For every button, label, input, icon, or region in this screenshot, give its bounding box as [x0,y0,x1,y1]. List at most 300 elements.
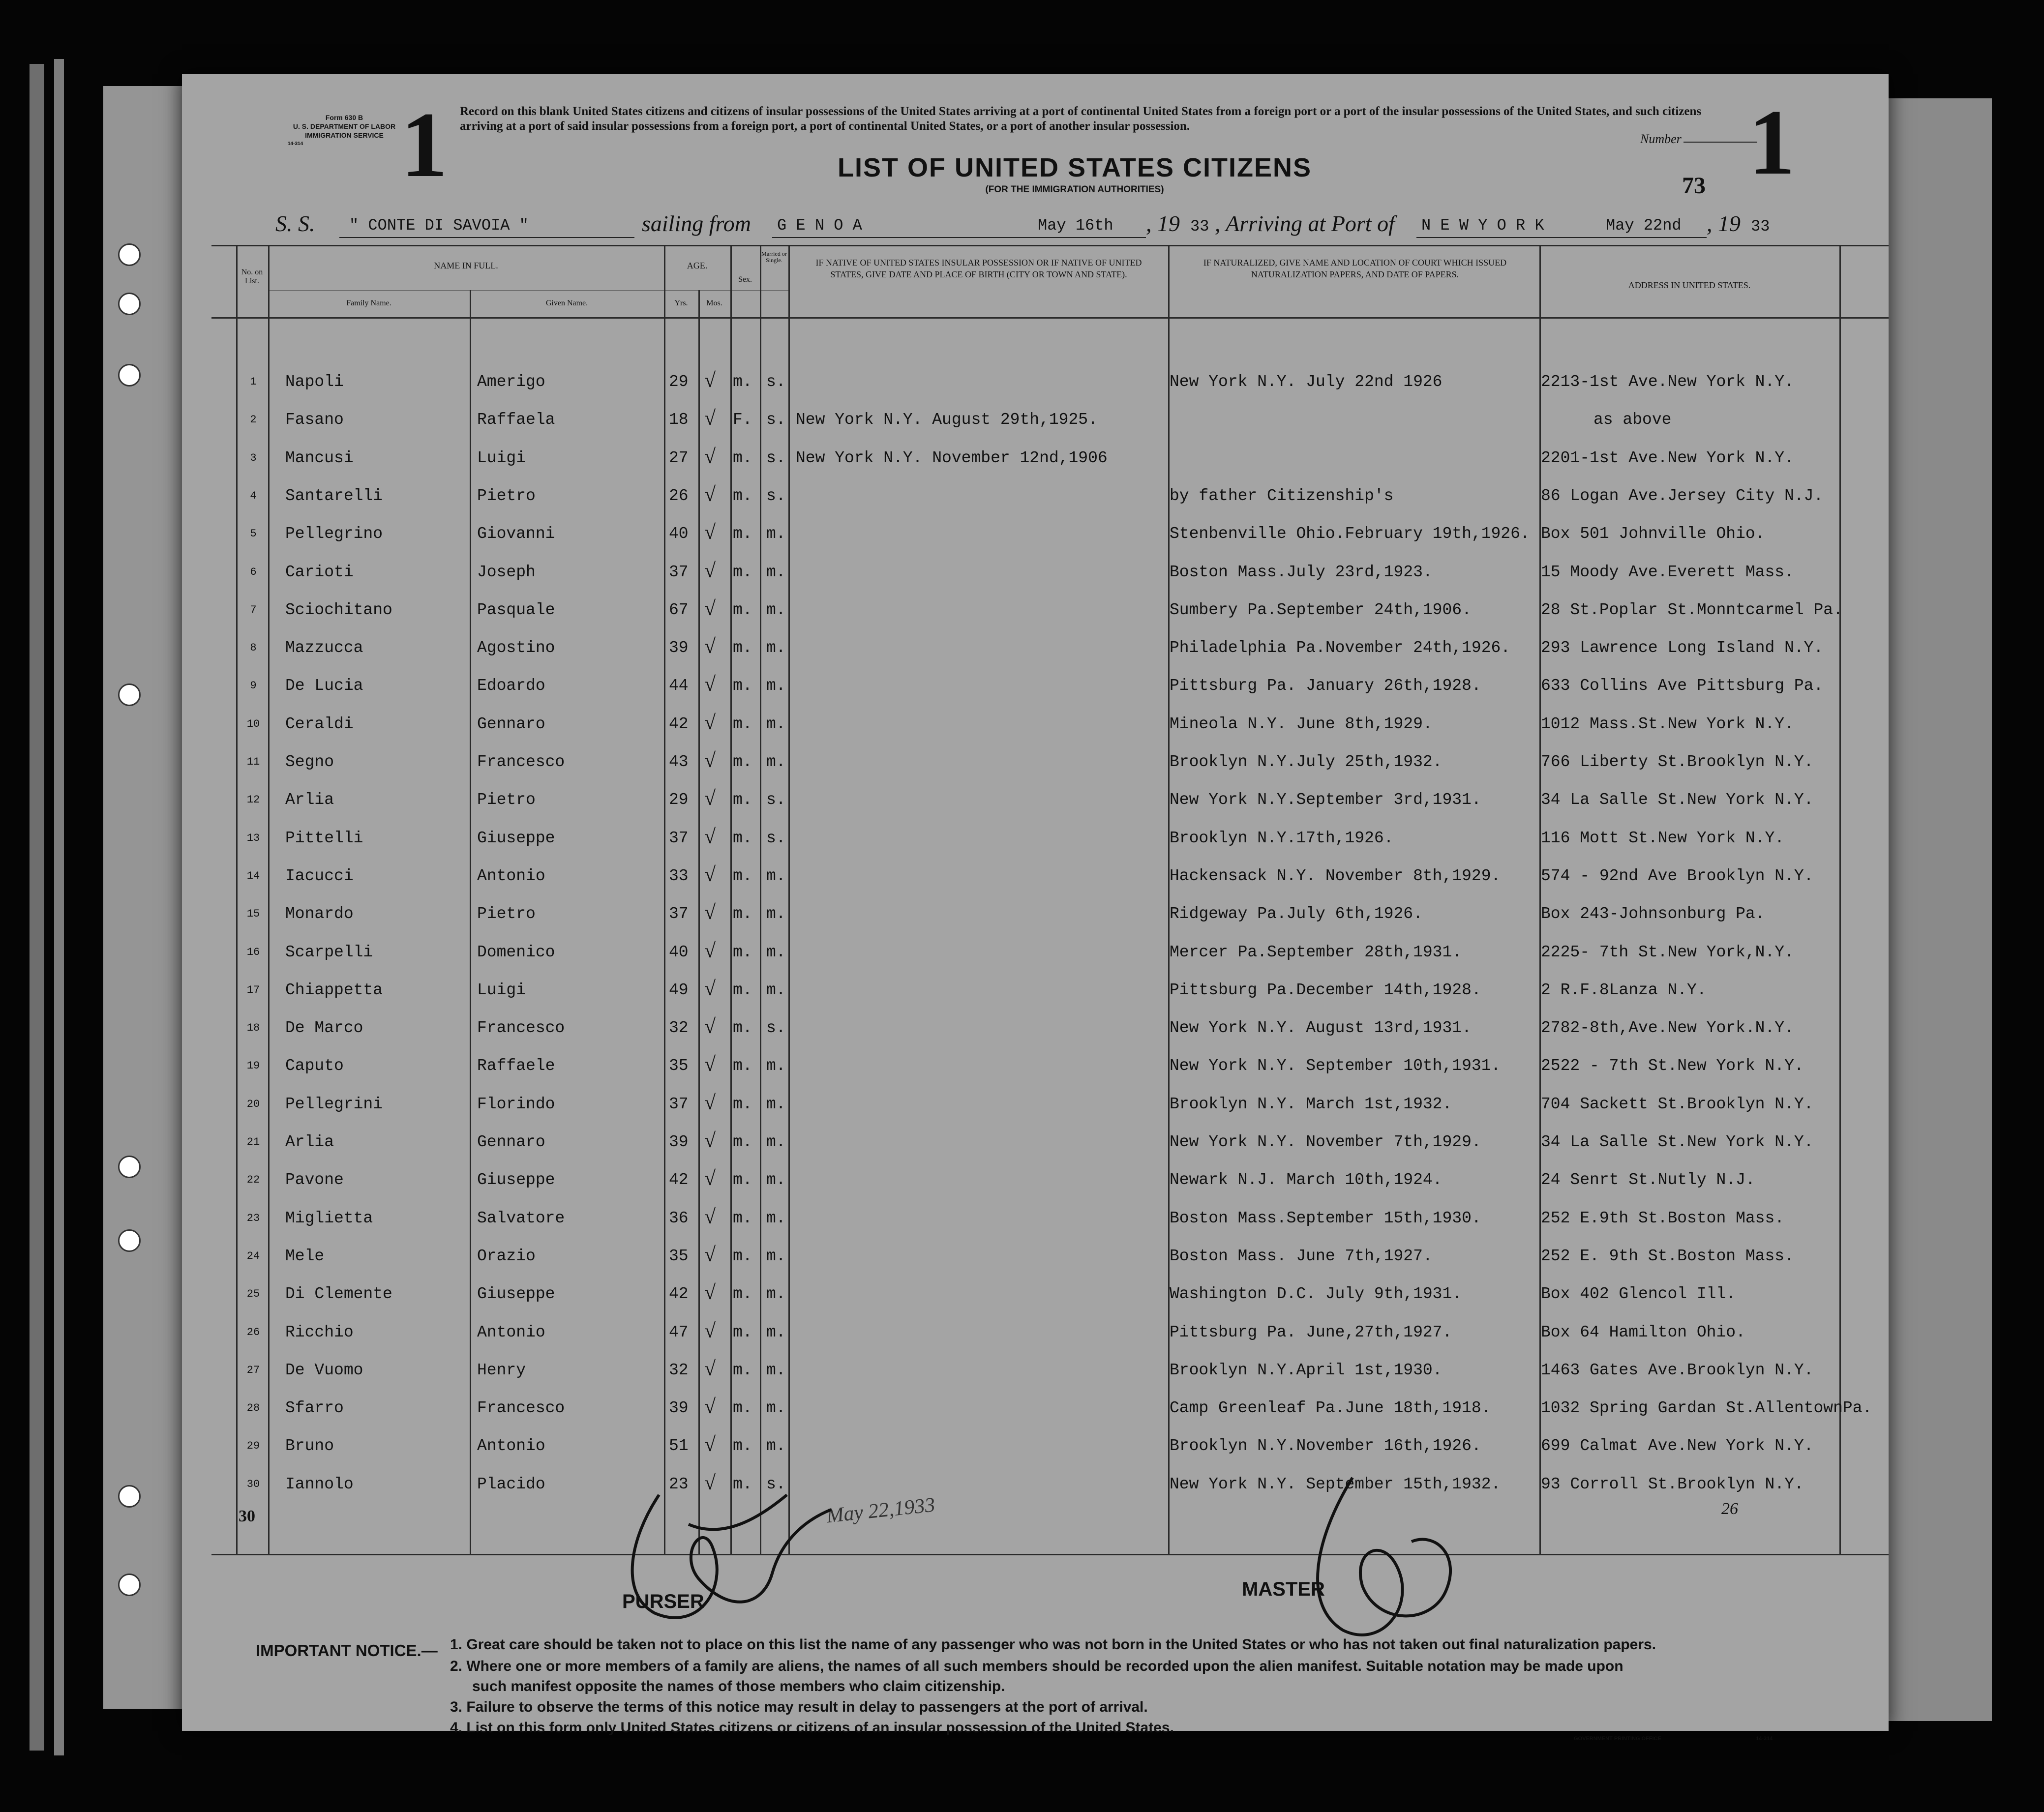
native-birth-info-cell: New York N.Y. August 29th,1925. [796,411,1098,429]
row-number-cell: 4 [250,490,257,502]
naturalization-info-cell: Newark N.J. March 10th,1924. [1170,1171,1443,1189]
family-name-cell: Santarelli [285,487,383,505]
address-cell: 252 E. 9th St.Boston Mass. [1541,1247,1794,1265]
sex-cell: m. [733,1285,752,1303]
big-number-left: 1 [401,93,448,197]
age-years-cell: 39 [669,1133,689,1151]
marital-status-cell: m. [766,1437,786,1455]
address-cell: 2225- 7th St.New York,N.Y. [1541,943,1794,961]
col-divider [698,290,700,1555]
form-code: 14-314 [288,141,303,147]
big-number-right: 1 [1748,91,1795,194]
family-name-cell: Iannolo [285,1475,354,1493]
marital-status-cell: m. [766,753,786,771]
binding-hole [118,1485,141,1508]
department: U. S. DEPARTMENT OF LABOR [293,122,396,130]
age-years-cell: 23 [669,1475,689,1493]
address-cell: 574 - 92nd Ave Brooklyn N.Y. [1541,867,1814,885]
naturalization-info-cell: Stenbenville Ohio.February 19th,1926. [1170,525,1530,543]
sex-cell: m. [733,867,752,885]
check-mark-icon: √ [704,1358,716,1380]
naturalization-info-cell: Boston Mass.September 15th,1930. [1170,1209,1481,1227]
row-number-cell: 16 [246,946,260,958]
sex-cell: m. [733,373,752,391]
notice-item-4: 4. List on this form only United States citizens or citizens of an insular possession of the United States. [450,1720,1174,1736]
given-name-cell: Gennaro [477,715,545,733]
address-cell: Box 243-Johnsonburg Pa. [1541,905,1765,923]
binding-hole [118,683,141,706]
sex-cell: m. [733,715,752,733]
row-number-cell: 20 [246,1098,260,1110]
given-name-cell: Pasquale [477,601,555,619]
row-number-cell: 29 [246,1440,260,1452]
header-bottom-rule [211,317,1889,319]
list-subtitle: (FOR THE IMMIGRATION AUTHORITIES) [985,184,1164,195]
check-mark-icon: √ [704,1053,716,1076]
header-family-name: Family Name. [346,299,391,307]
address-cell: 24 Senrt St.Nutly N.J. [1541,1171,1755,1189]
header-address: ADDRESS IN UNITED STATES. [1628,280,1751,290]
sex-cell: m. [733,1171,752,1189]
naturalization-info-cell: Hackensack N.Y. November 8th,1929. [1170,867,1501,885]
naturalization-info-cell: New York N.Y. July 22nd 1926 [1170,373,1443,391]
naturalization-info-cell: Brooklyn N.Y.April 1st,1930. [1170,1361,1443,1379]
marital-status-cell: s. [766,1019,786,1037]
sex-cell: m. [733,1019,752,1037]
marital-status-cell: m. [766,867,786,885]
age-years-cell: 37 [669,905,689,923]
voyage-underline [1416,237,1707,238]
family-name-cell: De Marco [285,1019,363,1037]
address-cell: 1012 Mass.St.New York N.Y. [1541,715,1794,733]
marital-status-cell: s. [766,411,786,429]
col-divider [788,245,790,1555]
age-years-cell: 40 [669,525,689,543]
address-cell: 766 Liberty St.Brooklyn N.Y. [1541,753,1814,771]
col-divider [730,245,732,1555]
year-from: 33 [1190,217,1209,236]
sex-cell: m. [733,1475,752,1493]
age-years-cell: 32 [669,1361,689,1379]
family-name-cell: Pavone [285,1171,344,1189]
purser-label: PURSER [622,1591,704,1612]
binding-hole [118,1229,141,1252]
age-years-cell: 32 [669,1019,689,1037]
col-divider [236,245,238,1555]
row-number-cell: 15 [246,908,260,920]
age-years-cell: 42 [669,1171,689,1189]
port-from: G E N O A [777,216,862,235]
family-name-cell: Napoli [285,373,344,391]
binding-hole [118,293,141,315]
naturalization-info-cell: New York N.Y. November 7th,1929. [1170,1133,1481,1151]
row-number-cell: 5 [250,528,257,540]
name-subheader-rule [270,290,788,291]
address-cell: 93 Corroll St.Brooklyn N.Y. [1541,1475,1804,1493]
marital-status-cell: s. [766,1475,786,1493]
row-number-cell: 1 [250,376,257,388]
age-years-cell: 36 [669,1209,689,1227]
address-cell: 293 Lawrence Long Island N.Y. [1541,639,1824,657]
age-years-cell: 67 [669,601,689,619]
voyage-underline [772,237,1146,238]
family-name-cell: Mancusi [285,449,354,467]
marital-status-cell: m. [766,1057,786,1075]
sex-cell: m. [733,639,752,657]
address-cell: 633 Collins Ave Pittsburg Pa. [1541,677,1824,695]
count-written: 30 [239,1507,255,1525]
check-mark-icon: √ [704,673,716,696]
given-name-cell: Giuseppe [477,1171,555,1189]
family-name-cell: Iacucci [285,867,354,885]
given-name-cell: Pietro [477,905,536,923]
check-mark-icon: √ [704,1015,716,1038]
age-years-cell: 29 [669,791,689,809]
age-years-cell: 43 [669,753,689,771]
given-name-cell: Henry [477,1361,526,1379]
number-label: Number [1640,132,1682,146]
sex-cell: m. [733,601,752,619]
row-number-cell: 14 [246,870,260,882]
notice-item-2-continued: such manifest opposite the names of those members who claim citizenship. [472,1678,1005,1694]
row-number-cell: 28 [246,1402,260,1414]
check-mark-icon: √ [704,1167,716,1190]
given-name-cell: Raffaela [477,411,555,429]
row-number-cell: 22 [246,1174,260,1186]
row-number-cell: 3 [250,452,257,464]
age-years-cell: 42 [669,1285,689,1303]
marital-status-cell: m. [766,1209,786,1227]
marital-status-cell: m. [766,1095,786,1113]
address-cell: Box 501 Johnville Ohio. [1541,525,1765,543]
check-mark-icon: √ [704,787,716,810]
marital-status-cell: m. [766,905,786,923]
marital-status-cell: s. [766,449,786,467]
age-years-cell: 33 [669,867,689,885]
marital-status-cell: m. [766,943,786,961]
ship-name: " CONTE DI SAVOIA " [349,216,529,235]
header-sex: Sex. [738,275,752,284]
age-years-cell: 39 [669,1399,689,1417]
arrival-stamp-date: May 22,1933 [825,1493,936,1528]
naturalization-info-cell: Mineola N.Y. June 8th,1929. [1170,715,1433,733]
family-name-cell: Chiappetta [285,981,383,999]
family-name-cell: De Lucia [285,677,363,695]
given-name-cell: Antonio [477,867,545,885]
year-to: 33 [1751,217,1770,236]
row-number-cell: 7 [250,604,257,616]
sex-cell: m. [733,487,752,505]
given-name-cell: Pietro [477,791,536,809]
sex-cell: F. [733,411,752,429]
given-name-cell: Orazio [477,1247,536,1265]
row-number-cell: 9 [250,680,257,692]
age-years-cell: 35 [669,1247,689,1265]
address-cell: Box 64 Hamilton Ohio. [1541,1323,1745,1341]
row-number-cell: 23 [246,1212,260,1224]
check-mark-icon: √ [704,1092,716,1114]
given-name-cell: Giovanni [477,525,555,543]
row-number-cell: 26 [246,1326,260,1338]
given-name-cell: Giuseppe [477,1285,555,1303]
sex-cell: m. [733,829,752,847]
check-mark-icon: √ [704,1433,716,1456]
check-mark-icon: √ [704,483,716,506]
row-number-cell: 21 [246,1136,260,1148]
sex-cell: m. [733,525,752,543]
marital-status-cell: m. [766,601,786,619]
naturalization-info-cell: Pittsburg Pa. January 26th,1928. [1170,677,1481,695]
check-mark-icon: √ [704,560,716,582]
naturalization-info-cell: New York N.Y. September 15th,1932. [1170,1475,1501,1493]
naturalization-info-cell: Brooklyn N.Y.17th,1926. [1170,829,1394,847]
address-cell: 116 Mott St.New York N.Y. [1541,829,1785,847]
sex-cell: m. [733,753,752,771]
marital-status-cell: m. [766,525,786,543]
master-signature [1239,1468,1495,1655]
manifest-page [182,74,1889,1742]
address-cell: 2201-1st Ave.New York N.Y. [1541,449,1794,467]
family-name-cell: De Vuomo [285,1361,363,1379]
family-name-cell: Pittelli [285,829,363,847]
header-name-in-full: NAME IN FULL. [434,261,498,270]
given-name-cell: Raffaele [477,1057,555,1075]
sex-cell: m. [733,791,752,809]
given-name-cell: Placido [477,1475,545,1493]
marital-status-cell: m. [766,715,786,733]
sex-cell: m. [733,905,752,923]
voyage-underline [339,237,634,238]
col-divider [1168,245,1170,1555]
marital-status-cell: m. [766,1361,786,1379]
sex-cell: m. [733,1323,752,1341]
notice-heading: IMPORTANT NOTICE.— [256,1641,438,1660]
header-no-on-list: No. on List. [241,268,263,285]
row-number-cell: 11 [246,756,260,768]
sex-cell: m. [733,1399,752,1417]
table-top-rule [211,245,1889,246]
check-mark-icon: √ [704,521,716,544]
row-number-cell: 12 [246,794,260,806]
marital-status-cell: m. [766,639,786,657]
row-number-cell: 19 [246,1060,260,1072]
given-name-cell: Florindo [477,1095,555,1113]
naturalization-info-cell: Pittsburg Pa. June,27th,1927. [1170,1323,1452,1341]
check-mark-icon: √ [704,826,716,848]
marital-status-cell: m. [766,1171,786,1189]
sex-cell: m. [733,1057,752,1075]
header-native: IF NATIVE OF UNITED STATES INSULAR POSSESSION OR IF NATIVE OF UNITED STATES, GIVE DATE AND PLACE OF BIRTH (CITY OR TOWN AND STATE). [815,258,1142,279]
given-name-cell: Joseph [477,563,536,581]
check-mark-icon: √ [704,940,716,962]
address-cell: 28 St.Poplar St.Monntcarmel Pa. [1541,601,1843,619]
right-page-edge [1889,98,1992,1721]
list-title: LIST OF UNITED STATES CITIZENS [838,153,1312,182]
given-name-cell: Luigi [477,449,526,467]
header-given-name: Given Name. [545,299,588,307]
stamp-number: 73 [1682,173,1706,199]
family-name-cell: Arlia [285,791,334,809]
marital-status-cell: s. [766,791,786,809]
address-cell: 2213-1st Ave.New York N.Y. [1541,373,1794,391]
given-name-cell: Pietro [477,487,536,505]
arriving-label: , Arriving at Port of [1215,211,1395,236]
binding-hole [118,1156,141,1178]
number-line [1683,142,1757,143]
given-name-cell: Francesco [477,1399,565,1417]
family-name-cell: Ceraldi [285,715,354,733]
marital-status-cell: m. [766,1133,786,1151]
given-name-cell: Edoardo [477,677,545,695]
check-mark-icon: √ [704,1129,716,1152]
age-years-cell: 44 [669,677,689,695]
left-page-edge-2 [54,59,64,1755]
given-name-cell: Giuseppe [477,829,555,847]
sex-cell: m. [733,1361,752,1379]
age-years-cell: 27 [669,449,689,467]
naturalization-info-cell: Philadelphia Pa.November 24th,1926. [1170,639,1511,657]
record-note: Record on this blank United States citizens and citizens of insular possessions of the United States arriving at a port of continental United States from a foreign port or a port of the insular possessions of the United States, and such citizens arriving at a port of said insular possessions from a foreign port, a port of continental United States, or a port of another insular possession. [460,105,1702,133]
given-name-cell: Salvatore [477,1209,565,1227]
port-to: N E W Y O R K [1421,216,1544,235]
marital-status-cell: s. [766,487,786,505]
naturalization-info-cell: Sumbery Pa.September 24th,1906. [1170,601,1472,619]
address-cell: 1032 Spring Gardan St.AllentownPa. [1541,1399,1872,1417]
given-name-cell: Francesco [477,1019,565,1037]
address-cell: Box 402 Glencol Ill. [1541,1285,1736,1303]
sex-cell: m. [733,677,752,695]
notice-item-3: 3. Failure to observe the terms of this notice may result in delay to passengers at the port of arrival. [450,1699,1148,1715]
check-mark-icon: √ [704,1281,716,1304]
form-heading [288,113,401,149]
col-divider [268,245,270,1555]
given-name-cell: Gennaro [477,1133,545,1151]
naturalization-info-cell: Washington D.C. July 9th,1931. [1170,1285,1462,1303]
check-mark-icon: √ [704,1472,716,1494]
marital-status-cell: m. [766,981,786,999]
row-number-cell: 2 [250,414,257,426]
row-number-cell: 17 [246,984,260,996]
family-name-cell: Ricchio [285,1323,354,1341]
naturalization-info-cell: New York N.Y. September 10th,1931. [1170,1057,1501,1075]
date-from: May 16th [1038,216,1113,235]
service: IMMIGRATION SERVICE [305,131,384,139]
marital-status-cell: m. [766,677,786,695]
marital-status-cell: m. [766,1323,786,1341]
family-name-cell: Carioti [285,563,354,581]
ss-label: S. S. [275,211,315,236]
naturalization-info-cell: Ridgeway Pa.July 6th,1926. [1170,905,1423,923]
marital-status-cell: m. [766,1399,786,1417]
check-mark-icon: √ [704,712,716,734]
family-name-cell: Mazzucca [285,639,363,657]
binding-hole [118,243,141,266]
address-cell: 15 Moody Ave.Everett Mass. [1541,563,1794,581]
address-cell: 1463 Gates Ave.Brooklyn N.Y. [1541,1361,1814,1379]
date-to: May 22nd [1606,216,1682,235]
age-years-cell: 51 [669,1437,689,1455]
row-number-cell: 25 [246,1288,260,1300]
row-number-cell: 30 [246,1478,260,1490]
sex-cell: m. [733,1209,752,1227]
check-mark-icon: √ [704,901,716,924]
age-years-cell: 47 [669,1323,689,1341]
family-name-cell: Sciochitano [285,601,392,619]
given-name-cell: Domenico [477,943,555,961]
sex-cell: m. [733,1133,752,1151]
check-mark-icon: √ [704,635,716,658]
check-mark-icon: √ [704,407,716,430]
family-name-cell: Fasano [285,411,344,429]
age-years-cell: 26 [669,487,689,505]
row-number-cell: 27 [246,1364,260,1376]
purser-signature [600,1465,856,1642]
year-to-prefix: , 19 [1707,211,1741,236]
check-mark-icon: √ [704,369,716,392]
printer-credit: GOVERNMENT PRINTING OFFICE [1574,1736,1661,1742]
sex-cell: m. [733,1437,752,1455]
address-cell: 2782-8th,Ave.New York.N.Y. [1541,1019,1794,1037]
native-birth-info-cell: New York N.Y. November 12nd,1906 [796,449,1108,467]
age-years-cell: 39 [669,639,689,657]
family-name-cell: Arlia [285,1133,334,1151]
check-mark-icon: √ [704,749,716,772]
given-name-cell: Luigi [477,981,526,999]
address-cell: 699 Calmat Ave.New York N.Y. [1541,1437,1814,1455]
address-cell: 2 R.F.8Lanza N.Y. [1541,981,1707,999]
binding-hole [118,364,141,386]
given-name-cell: Antonio [477,1323,545,1341]
col-divider [760,245,761,1555]
marital-status-cell: m. [766,563,786,581]
address-cell: as above [1593,411,1672,429]
family-name-cell: Miglietta [285,1209,373,1227]
left-binding-strip [103,86,182,1709]
row-number-cell: 10 [246,718,260,730]
naturalization-info-cell: Mercer Pa.September 28th,1931. [1170,943,1462,961]
family-name-cell: Bruno [285,1437,334,1455]
age-years-cell: 40 [669,943,689,961]
check-mark-icon: √ [704,978,716,1000]
sex-cell: m. [733,449,752,467]
family-name-cell: Scarpelli [285,943,373,961]
master-label: MASTER [1242,1578,1325,1600]
address-cell: 704 Sackett St.Brooklyn N.Y. [1541,1095,1814,1113]
sex-cell: m. [733,943,752,961]
naturalization-info-cell: Boston Mass.July 23rd,1923. [1170,563,1433,581]
address-cell: 34 La Salle St.New York N.Y. [1541,791,1814,809]
check-mark-icon: √ [704,446,716,468]
bottom-right-number: 26 [1721,1500,1738,1518]
year-from-prefix: , 19 [1146,211,1180,236]
address-cell: 86 Logan Ave.Jersey City N.J. [1541,487,1824,505]
age-years-cell: 37 [669,563,689,581]
naturalization-info-cell: Brooklyn N.Y.November 16th,1926. [1170,1437,1481,1455]
given-name-cell: Antonio [477,1437,545,1455]
naturalization-info-cell: by father Citizenship's [1170,487,1394,505]
family-name-cell: Pellegrino [285,525,383,543]
sex-cell: m. [733,981,752,999]
header-naturalized: IF NATURALIZED, GIVE NAME AND LOCATION OF COURT WHICH ISSUED NATURALIZATION PAPERS, AND DATE OF PAPERS. [1203,258,1507,279]
address-cell: 252 E.9th St.Boston Mass. [1541,1209,1785,1227]
marital-status-cell: s. [766,829,786,847]
age-years-cell: 42 [669,715,689,733]
family-name-cell: Segno [285,753,334,771]
family-name-cell: Pellegrini [285,1095,383,1113]
naturalization-info-cell: Brooklyn N.Y. March 1st,1932. [1170,1095,1452,1113]
notice-item-2: 2. Where one or more members of a family are aliens, the names of all such members should be recorded upon the alien manifest. Suitable notation may be made upon [450,1658,1623,1674]
table-bottom-rule [211,1554,1889,1555]
